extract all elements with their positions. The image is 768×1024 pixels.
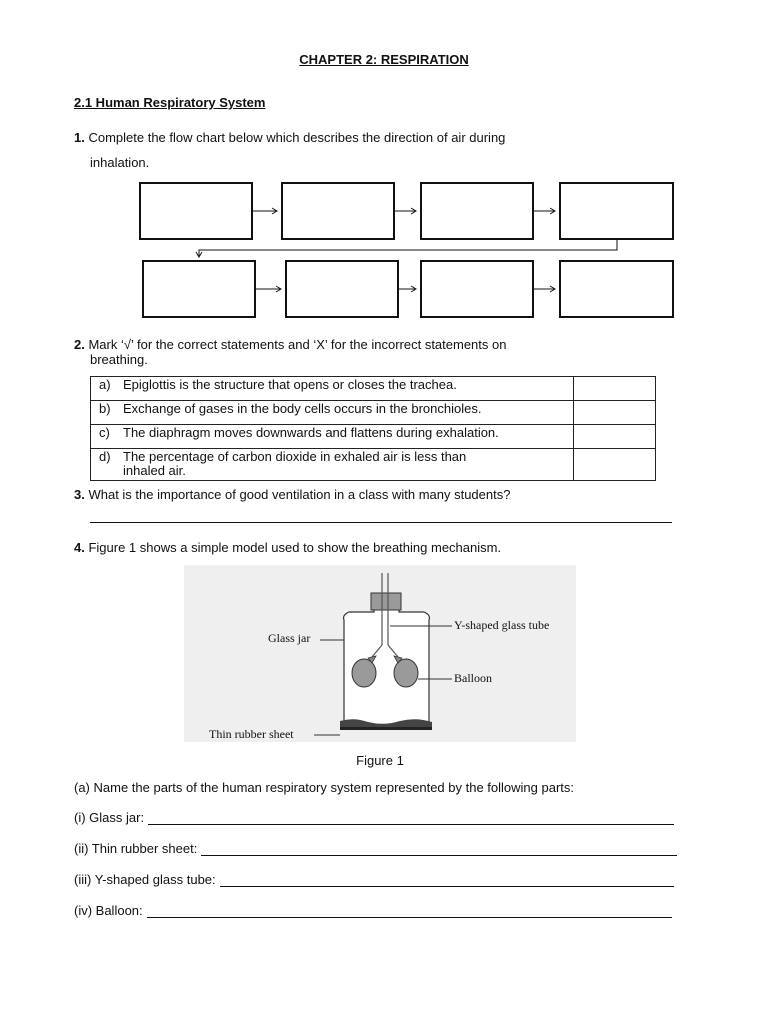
statement-label: a) bbox=[99, 377, 111, 392]
table-row bbox=[91, 449, 656, 481]
table-row bbox=[91, 425, 656, 449]
figure-caption: Figure 1 bbox=[356, 753, 404, 768]
answer-cell-d[interactable] bbox=[574, 449, 656, 481]
stopper bbox=[371, 593, 401, 610]
statement-text: The diaphragm moves downwards and flattens during exhalation. bbox=[123, 425, 499, 440]
statement-text: Exchange of gases in the body cells occurs in the bronchioles. bbox=[123, 401, 482, 416]
answer-row-y-tube bbox=[74, 872, 674, 887]
answer-line-balloon[interactable] bbox=[147, 904, 672, 918]
answer-line-q3[interactable] bbox=[90, 522, 672, 523]
table-row bbox=[91, 401, 656, 425]
answer-cell-a[interactable] bbox=[574, 377, 656, 401]
statement-text: Epiglottis is the structure that opens or closes the trachea. bbox=[123, 377, 457, 392]
chapter-title: CHAPTER 2: RESPIRATION bbox=[299, 52, 469, 67]
answer-cell-c[interactable] bbox=[574, 425, 656, 449]
question-2-line-2: breathing. bbox=[90, 352, 148, 367]
statement-cell bbox=[91, 377, 574, 401]
statement-cell bbox=[91, 401, 574, 425]
answer-row-glass-jar bbox=[74, 810, 674, 825]
statement-cell bbox=[91, 425, 574, 449]
question-4-number: 4. bbox=[74, 540, 85, 555]
breathing-model-diagram bbox=[184, 565, 576, 742]
statement-label: c) bbox=[99, 425, 110, 440]
statements-table bbox=[90, 376, 656, 481]
question-4 bbox=[74, 540, 501, 556]
question-3-text: What is the importance of good ventilation in a class with many students? bbox=[88, 487, 511, 502]
label-balloon: Balloon bbox=[454, 671, 492, 685]
question-1-line-2: inhalation. bbox=[90, 155, 150, 170]
statement-cell bbox=[91, 449, 574, 481]
left-balloon bbox=[352, 659, 376, 687]
part-a-instruction: (a) Name the parts of the human respiratory system represented by the following parts: bbox=[74, 780, 575, 795]
answer-label-rubber-sheet: (ii) Thin rubber sheet: bbox=[74, 841, 198, 856]
flow-arrow-4-5 bbox=[199, 240, 617, 256]
answer-label-balloon: (iv) Balloon: bbox=[74, 903, 143, 918]
statement-label: b) bbox=[99, 401, 111, 416]
answer-line-rubber-sheet[interactable] bbox=[201, 842, 677, 856]
question-4-text: Figure 1 shows a simple model used to show the breathing mechanism. bbox=[88, 540, 502, 555]
question-2-number: 2. bbox=[74, 337, 85, 352]
answer-line-glass-jar[interactable] bbox=[148, 811, 674, 825]
question-3 bbox=[74, 487, 510, 503]
label-y-tube: Y-shaped glass tube bbox=[454, 618, 550, 632]
table-row bbox=[91, 377, 656, 401]
answer-label-glass-jar: (i) Glass jar: bbox=[74, 810, 145, 825]
question-2-text: Mark ‘√’ for the correct statements and ‘X’ for the incorrect statements on bbox=[88, 337, 507, 352]
question-3-number: 3. bbox=[74, 487, 85, 502]
answer-row-balloon bbox=[74, 903, 672, 918]
label-glass-jar: Glass jar bbox=[268, 631, 311, 645]
label-rubber-sheet: Thin rubber sheet bbox=[209, 727, 294, 741]
right-balloon bbox=[394, 659, 418, 687]
flow-arrows bbox=[0, 0, 768, 330]
answer-row-rubber-sheet bbox=[74, 841, 677, 856]
statement-label: d) bbox=[99, 449, 111, 464]
answer-label-y-tube: (iii) Y-shaped glass tube: bbox=[74, 872, 216, 887]
figure-1 bbox=[184, 565, 576, 742]
answer-line-y-tube[interactable] bbox=[220, 873, 674, 887]
question-1-number: 1. bbox=[74, 130, 85, 145]
question-2 bbox=[74, 337, 506, 353]
section-heading: 2.1 Human Respiratory System bbox=[74, 95, 266, 110]
statement-text: The percentage of carbon dioxide in exhaled air is less than inhaled air. bbox=[123, 449, 467, 478]
answer-cell-b[interactable] bbox=[574, 401, 656, 425]
question-1-text: Complete the flow chart below which describes the direction of air during bbox=[88, 130, 506, 145]
